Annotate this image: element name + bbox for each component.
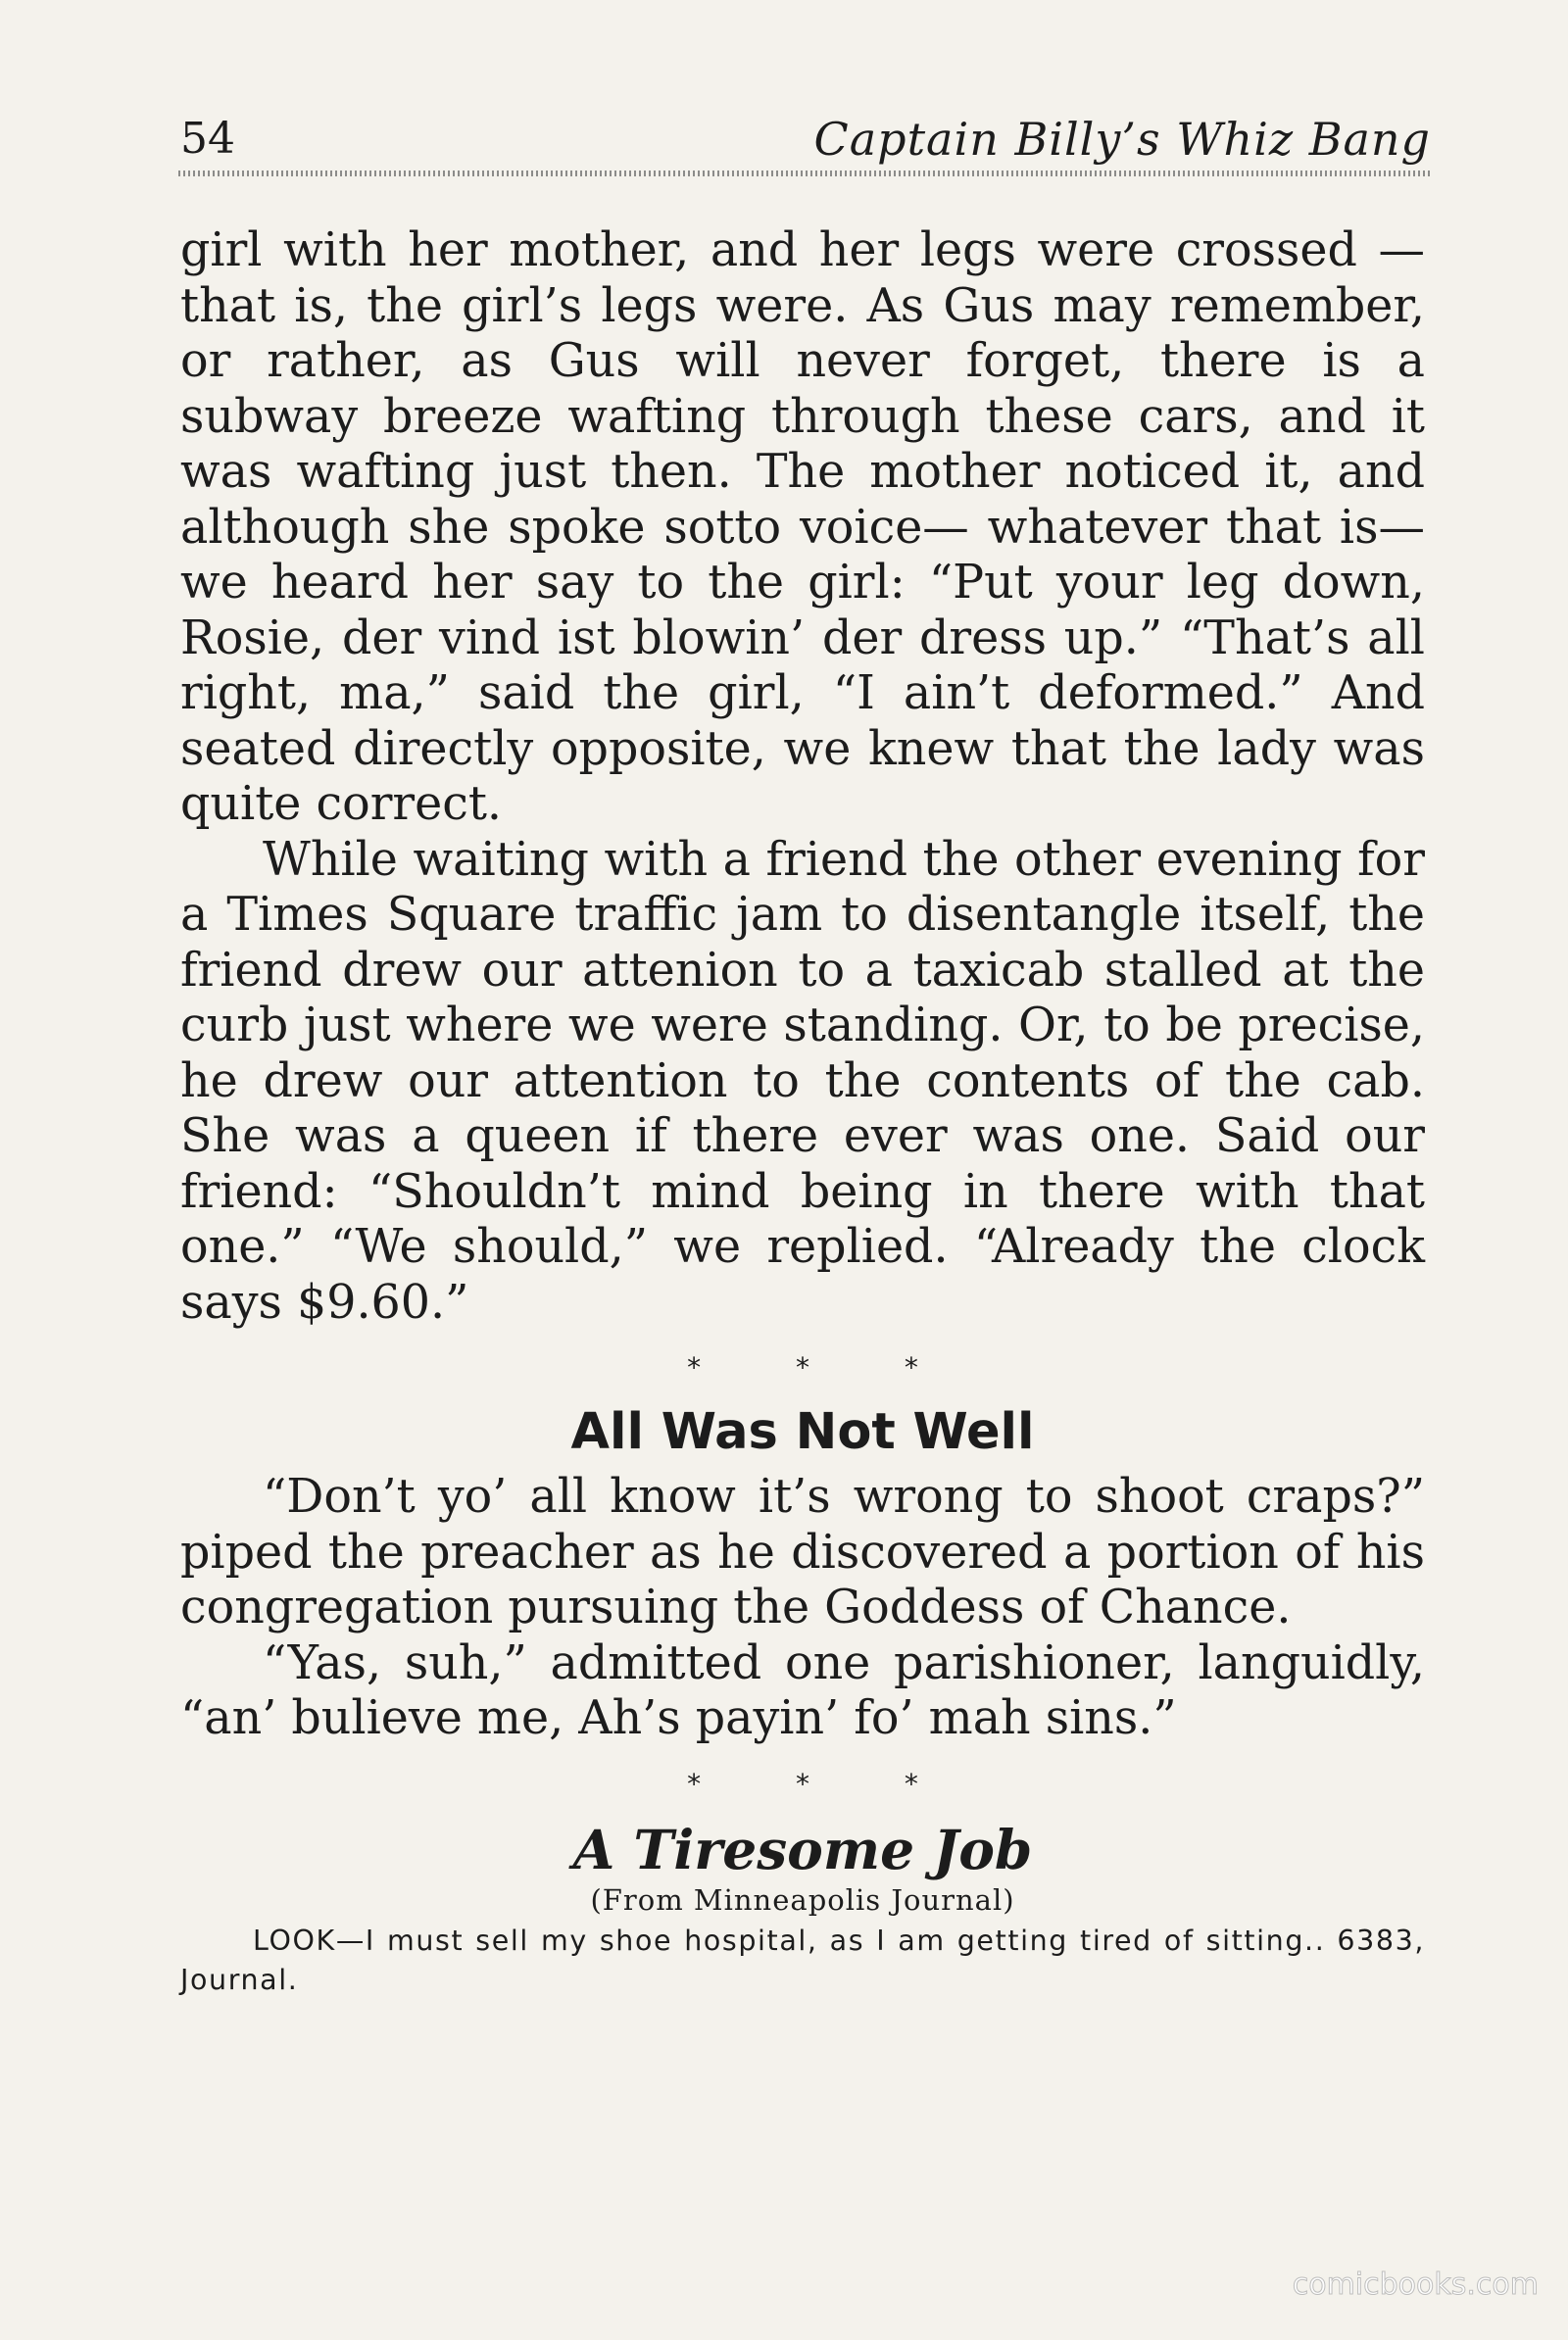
page-header bbox=[180, 108, 1431, 171]
section-separator-2: * * * bbox=[687, 1767, 961, 1800]
article-paragraph-2: While waiting with a friend the other evening for a Times Square traffic jam to disentangle itself, the friend drew our attenion to a taxicab stalled at the curb just where we were standing. Or, to be precise, he drew our attention to the contents of the cab. She was a queen if there ever was one. Said our friend: “Shouldn’t mind being in there with that one.” “We should,” we replied. “Already the clock says $9.60.” bbox=[180, 832, 1425, 1330]
section-separator-1: * * * bbox=[687, 1351, 961, 1384]
section-heading-all-was-not-well: All Was Not Well bbox=[570, 1403, 1035, 1461]
section-heading-a-tiresome-job: A Tiresome Job bbox=[572, 1817, 1033, 1881]
running-title: Captain Billy’s Whiz Bang bbox=[813, 113, 1431, 166]
classified-ad-text: LOOK—I must sell my shoe hospital, as I am getting tired of sitting.. 6383, Journal. bbox=[180, 1924, 1425, 1996]
article-paragraph-1: girl with her mother, and her legs were crossed —that is, the girl’s legs were. As Gus may remember, or rather, as Gus will never forget, there is a subway breeze wafting through these cars, and it was wafting just then. The mother noticed it, and although she spoke sotto voice— whatever that is—we heard her say to the girl: “Put your leg down, Rosie, der vind ist blowin’ der dress up.” “That’s all right, ma,” said the girl, “I ain’t deformed.” And seated directly opposite, we knew that the lady was quite correct. bbox=[180, 223, 1425, 831]
section-1-paragraph-2: “Yas, suh,” admitted one parishioner, languidly, “an’ bulieve me, Ah’s payin’ fo’ mah sins.” bbox=[180, 1635, 1425, 1745]
header-rule bbox=[178, 171, 1433, 176]
site-watermark: comicbooks.com bbox=[1292, 2267, 1539, 2302]
page-body bbox=[180, 223, 1425, 2000]
source-credit: (From Minneapolis Journal) bbox=[590, 1882, 1015, 1917]
section-1-paragraph-1: “Don’t yo’ all know it’s wrong to shoot craps?” piped the preacher as he discovered a portion of his congregation pursuing the Goddess of Chance. bbox=[180, 1470, 1425, 1634]
page-number: 54 bbox=[180, 114, 235, 164]
